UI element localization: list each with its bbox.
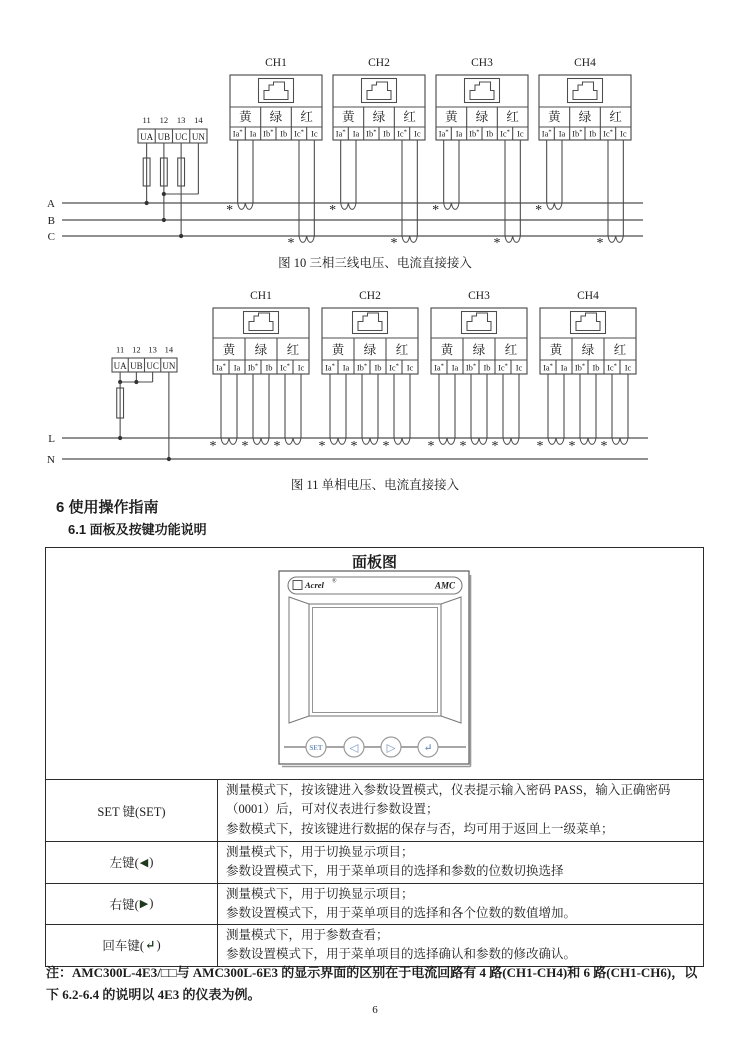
key-description-cell <box>218 842 703 883</box>
wire-color-label: 黄 <box>342 110 355 124</box>
brand-logo-text: Acrel <box>305 580 324 590</box>
polarity-star: * <box>350 439 358 454</box>
terminal-label: Ib* <box>263 128 274 139</box>
channel-label: CH2 <box>368 57 390 69</box>
key-description-rows <box>46 779 703 966</box>
wire-color-label: 绿 <box>363 343 377 357</box>
terminal-label: Ib* <box>572 128 583 139</box>
wire-color-label: 红 <box>504 343 518 357</box>
terminal-label: Ib <box>592 362 600 373</box>
channel-box-CH3 <box>431 290 527 374</box>
figure-11-caption: 图 11 单相电压、电流直接接入 <box>290 478 460 492</box>
terminal-label: Ia <box>451 362 459 373</box>
polarity-star: * <box>241 439 249 454</box>
terminal-label: Ib* <box>465 362 477 373</box>
voltage-terminal-label: UA <box>140 131 154 142</box>
ct-coil <box>503 438 519 444</box>
junction-dot <box>162 218 166 222</box>
polarity-star: * <box>427 439 435 454</box>
wire-color-label: 绿 <box>372 110 386 124</box>
polarity-star: * <box>382 439 390 454</box>
key-description-line: （0001）后，可对仪表进行参数设置； <box>226 802 439 817</box>
terminal-label: Ia <box>352 128 360 139</box>
right-button-icon[interactable]: ▷ <box>386 742 396 755</box>
wire-color-label: 绿 <box>578 110 592 124</box>
terminal-label: Ia* <box>543 362 553 373</box>
wire-color-label: 绿 <box>472 343 486 357</box>
voltage-terminal-label: UB <box>130 360 143 371</box>
key-name-text: 右键( <box>109 897 139 912</box>
terminal-label: Ic <box>515 362 523 373</box>
terminal-label: Ic <box>414 128 421 139</box>
polarity-star: * <box>432 203 440 218</box>
polarity-star: * <box>390 236 398 251</box>
terminal-label: Ic* <box>500 128 510 139</box>
polarity-star: * <box>568 439 576 454</box>
bus-line-label: L <box>48 432 55 445</box>
terminal-label: Ia* <box>325 362 335 373</box>
terminal-number: 11 <box>142 115 151 125</box>
ct-coil <box>299 236 314 242</box>
junction-dot <box>162 192 166 196</box>
polarity-star: * <box>491 439 499 454</box>
terminal-label: Ic <box>406 362 414 373</box>
wire-color-label: 红 <box>286 343 300 357</box>
terminal-label: Ia <box>249 128 257 139</box>
figure-10-drawing <box>47 57 643 251</box>
key-name-text: 回车键( <box>102 939 144 954</box>
voltage-terminal-label: UC <box>146 360 159 371</box>
terminal-label: Ib* <box>469 128 480 139</box>
terminal-number: 11 <box>116 344 125 355</box>
terminal-label: Ic* <box>603 128 613 139</box>
key-name-cell <box>46 884 218 925</box>
wire-color-label: 绿 <box>581 343 595 357</box>
key-description-line: 测量模式下，用于切换显示项目； <box>226 845 414 859</box>
channel-box-CH1 <box>230 57 322 140</box>
rj45-connector-icon <box>358 313 382 331</box>
terminal-number: 12 <box>159 115 169 125</box>
ct-coil <box>221 438 237 444</box>
terminal-label: Ib <box>374 362 382 373</box>
key-name-cell <box>46 780 218 841</box>
figure-11-drawing <box>47 290 648 466</box>
terminal-label: Ib <box>483 362 491 373</box>
key-description-line: 参数模式下，按该键进行数据的保存与否，均可用于返回上一级菜单； <box>226 821 614 836</box>
channel-box-CH2 <box>322 290 418 374</box>
wire-color-label: 黄 <box>548 110 561 124</box>
key-name-text: ) <box>156 937 161 952</box>
channel-label: CH4 <box>574 57 596 69</box>
ct-coil <box>471 438 487 444</box>
terminal-label: Ic* <box>607 362 617 373</box>
rj45-connector-icon <box>367 82 391 100</box>
channel-label: CH1 <box>250 290 272 302</box>
ct-coil <box>444 203 459 209</box>
junction-dot <box>145 201 149 205</box>
voltage-terminal-label: UA <box>113 360 127 371</box>
terminal-label: Ia <box>560 362 568 373</box>
terminal-label: Ib* <box>366 128 377 139</box>
key-description-cell <box>218 925 703 966</box>
terminal-label: Ib <box>280 128 288 139</box>
terminal-label: Ia <box>558 128 566 139</box>
terminal-number: 13 <box>176 115 186 125</box>
polarity-star: * <box>226 203 234 218</box>
wire-color-label: 红 <box>506 110 519 124</box>
panel-figure-row <box>46 548 703 779</box>
bus-line-label: A <box>47 197 55 210</box>
terminal-label: Ic <box>620 128 627 139</box>
terminal-label: Ic* <box>280 362 290 373</box>
polarity-star: * <box>493 236 501 251</box>
wire-color-label: 绿 <box>254 343 268 357</box>
polarity-star: * <box>287 236 295 251</box>
terminal-label: Ia* <box>216 362 226 373</box>
terminal-label: Ib* <box>247 362 259 373</box>
key-description-line: 测量模式下，按该键进入参数设置模式，仪表提示输入密码 PASS，输入正确密码 <box>226 783 671 797</box>
ct-coil <box>548 438 564 444</box>
polarity-star: * <box>596 236 604 251</box>
terminal-label: Ic* <box>294 128 304 139</box>
ct-coil <box>394 438 410 444</box>
ct-coil <box>580 438 596 444</box>
ct-coil <box>439 438 455 444</box>
terminal-label: Ic <box>624 362 632 373</box>
polarity-star: * <box>209 439 217 454</box>
rj45-connector-icon <box>573 82 597 100</box>
terminal-label: Ib <box>383 128 391 139</box>
terminal-label: Ic* <box>389 362 399 373</box>
wire-color-label: 黄 <box>445 110 458 124</box>
model-text: AMC <box>434 580 455 591</box>
left-button-icon[interactable]: ◁ <box>349 742 359 755</box>
terminal-label: Ic* <box>498 362 508 373</box>
ct-coil <box>547 203 562 209</box>
wire-color-label: 黄 <box>331 343 345 357</box>
ct-coil <box>341 203 356 209</box>
channel-label: CH1 <box>265 57 287 69</box>
wire-color-label: 绿 <box>269 110 283 124</box>
ct-coil <box>253 438 269 444</box>
wire-color-label: 黄 <box>222 343 236 357</box>
wiring-diagram-single-phase <box>0 285 750 497</box>
junction-dot <box>167 457 171 461</box>
right-triangle-icon: ▶ <box>139 898 149 911</box>
section-heading: 6 使用操作指南 <box>56 499 159 516</box>
key-name-text: ) <box>149 896 154 911</box>
terminal-label: Ic* <box>397 128 407 139</box>
figure-10-caption: 图 10 三相三线电压、电流直接接入 <box>278 256 472 270</box>
enter-arrow-icon: ↵ <box>145 938 156 953</box>
terminal-label: Ia <box>455 128 463 139</box>
key-name-text: ) <box>149 854 154 869</box>
polarity-star: * <box>459 439 467 454</box>
channel-box-CH4 <box>540 290 636 374</box>
key-function-table <box>45 547 704 967</box>
polarity-star: * <box>600 439 608 454</box>
set-button-label[interactable]: SET <box>309 744 323 752</box>
channel-box-CH4 <box>539 57 631 140</box>
ct-coil <box>285 438 301 444</box>
ct-coil <box>505 236 520 242</box>
rj45-connector-icon <box>576 313 600 331</box>
key-function-row <box>46 924 703 966</box>
terminal-label: Ib* <box>356 362 368 373</box>
key-description-line: 参数设置模式下，用于菜单项目的选择确认和参数的修改确认。 <box>226 947 577 962</box>
wire-color-label: 红 <box>613 343 627 357</box>
terminal-label: Ia <box>342 362 350 373</box>
terminal-label: Ia* <box>434 362 444 373</box>
channel-box-CH3 <box>436 57 528 140</box>
panel-outline-drawing <box>279 571 471 767</box>
rj45-connector-icon <box>264 82 288 100</box>
terminal-label: Ib* <box>574 362 586 373</box>
ct-coil <box>238 203 253 209</box>
wire-color-label: 红 <box>609 110 622 124</box>
channel-label: CH4 <box>577 290 599 302</box>
voltage-terminal-label: UN <box>191 131 205 142</box>
channel-label: CH2 <box>359 290 381 302</box>
voltage-terminal-label: UN <box>162 360 176 371</box>
key-function-row <box>46 841 703 883</box>
wire-color-label: 红 <box>403 110 416 124</box>
wire-color-label: 黄 <box>239 110 252 124</box>
channel-box-CH1 <box>213 290 309 374</box>
terminal-label: Ib <box>265 362 273 373</box>
ct-coil <box>612 438 628 444</box>
junction-dot <box>179 234 183 238</box>
terminal-label: Ia* <box>541 128 552 139</box>
terminal-label: Ia* <box>335 128 346 139</box>
junction-dot <box>134 380 138 384</box>
wire-color-label: 红 <box>300 110 313 124</box>
voltage-terminal-label: UB <box>157 131 171 142</box>
wire-color-label: 红 <box>395 343 409 357</box>
rj45-connector-icon <box>249 313 273 331</box>
key-description-line: 测量模式下，用于切换显示项目； <box>226 886 414 901</box>
rj45-connector-icon <box>470 82 494 100</box>
wire-color-label: 绿 <box>475 110 489 124</box>
page-number: 6 <box>372 1004 378 1016</box>
polarity-star: * <box>273 439 281 454</box>
key-function-row <box>46 883 703 925</box>
key-name-cell <box>46 925 218 966</box>
polarity-star: * <box>536 439 544 454</box>
terminal-label: Ia* <box>232 128 243 139</box>
ct-coil <box>330 438 346 444</box>
key-function-row <box>46 779 703 841</box>
terminal-label: Ia <box>233 362 241 373</box>
panel-figure-title: 面板图 <box>351 554 397 571</box>
bus-line-label: C <box>47 230 55 243</box>
channel-label: CH3 <box>471 57 493 69</box>
left-triangle-icon: ◀ <box>139 856 149 869</box>
key-description-cell <box>218 780 703 841</box>
terminal-label: Ia* <box>438 128 449 139</box>
wire-color-label: 黄 <box>440 343 454 357</box>
polarity-star: * <box>535 203 543 218</box>
terminal-label: Ib <box>589 128 597 139</box>
wire-color-label: 黄 <box>549 343 563 357</box>
meter-panel-drawing <box>278 570 472 769</box>
subsection-heading: 6.1 面板及按键功能说明 <box>68 522 207 537</box>
bus-line-label: B <box>47 214 55 227</box>
key-description-line: 参数设置模式下，用于菜单项目的选择和各个位数的数值增加。 <box>226 905 577 920</box>
terminal-label: Ic <box>297 362 305 373</box>
key-description-line: 参数设置模式下，用于菜单项目的选择和参数的位数切换选择 <box>226 864 564 879</box>
registered-mark: ® <box>332 578 337 585</box>
enter-button-icon[interactable]: ↵ <box>423 743 433 754</box>
note-text: 注：AMC300L-4E3/□□与 AMC300L-6E3 的显示界面的区别在于电流回路有 4 路(CH1-CH4)和 6 路(CH1-CH6)，以下 6.2-6.4 的说明以 4E3 的仪表为例。 <box>46 965 698 1002</box>
terminal-label: Ic <box>311 128 318 139</box>
channel-label: CH3 <box>468 290 490 302</box>
junction-dot <box>118 436 122 440</box>
rj45-connector-icon <box>467 313 491 331</box>
terminal-label: Ic <box>517 128 524 139</box>
ct-coil <box>402 236 417 242</box>
key-description-line: 测量模式下，用于参数查看； <box>226 928 389 943</box>
wiring-diagram-three-phase <box>0 45 750 280</box>
ct-coil <box>362 438 378 444</box>
voltage-terminal-label: UC <box>174 131 188 142</box>
polarity-star: * <box>329 203 337 218</box>
terminal-number: 14 <box>164 344 174 355</box>
channel-box-CH2 <box>333 57 425 140</box>
key-name-text: 左键( <box>109 856 139 871</box>
terminal-number: 14 <box>194 115 203 125</box>
key-description-cell <box>218 884 703 925</box>
terminal-number: 13 <box>148 344 157 355</box>
key-name-cell <box>46 842 218 883</box>
key-name-text: SET 键(SET) <box>97 804 166 819</box>
ct-coil <box>608 236 623 242</box>
terminal-label: Ib <box>486 128 494 139</box>
terminal-number: 12 <box>132 344 141 355</box>
polarity-star: * <box>318 439 326 454</box>
bus-line-label: N <box>47 453 55 466</box>
